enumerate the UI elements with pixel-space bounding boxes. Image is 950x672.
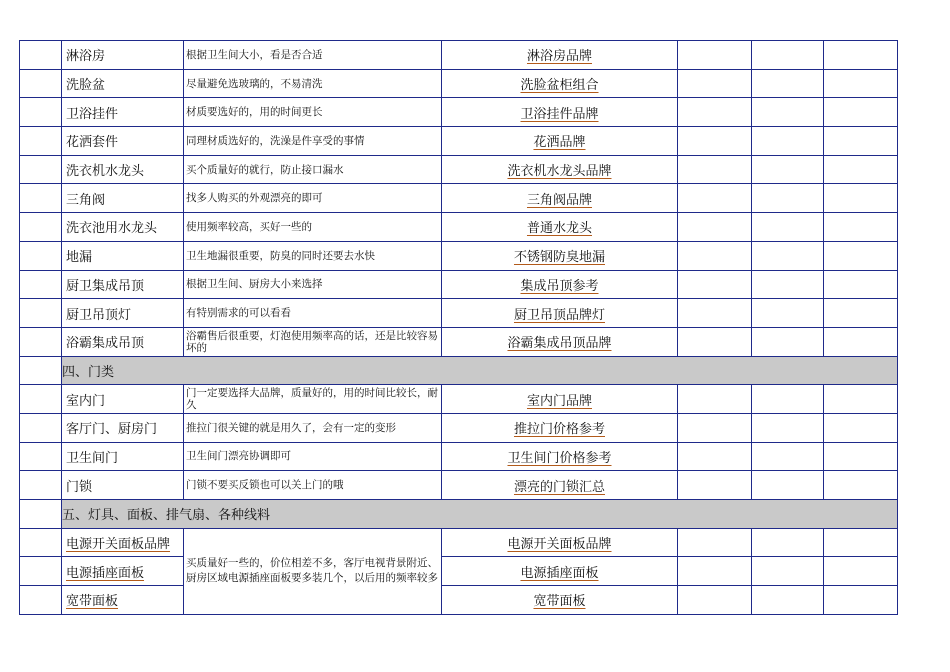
brand-link[interactable]: 洗衣机水龙头品牌: [507, 164, 612, 180]
item-name-cell[interactable]: 洗衣池用水龙头: [62, 213, 184, 242]
brand-cell[interactable]: [442, 385, 678, 414]
brand-link[interactable]: 室内门品牌: [526, 393, 592, 409]
brand-link[interactable]: 宽带面板: [533, 594, 586, 610]
item-name-cell[interactable]: 厨卫吊顶灯: [62, 299, 184, 328]
section-header-row: [20, 356, 898, 385]
item-name-cell[interactable]: 花洒套件: [62, 127, 184, 156]
blank-cell[interactable]: [20, 500, 62, 529]
note-cell[interactable]: 同理材质选好的，洗澡是件享受的事情: [184, 127, 442, 156]
table-row: [20, 213, 898, 242]
table-row: [20, 241, 898, 270]
blank-cell[interactable]: [824, 385, 898, 414]
brand-cell[interactable]: [442, 98, 678, 127]
merged-note-cell[interactable]: 买质量好一些的，价位相差不多，客厅电视背景附近、厨房区域电源插座面板要多装几个，以后用的频率较多: [184, 528, 442, 614]
table-row: [20, 69, 898, 98]
brand-link[interactable]: 厨卫吊顶品牌灯: [513, 307, 605, 323]
table-row: [20, 413, 898, 442]
note-cell[interactable]: 门一定要选择大品牌，质量好的，用的时间比较长，耐久: [184, 385, 442, 414]
item-name-cell[interactable]: 浴霸集成吊顶: [62, 327, 184, 356]
section-header-row: [20, 500, 898, 529]
item-name-cell[interactable]: 淋浴房: [62, 41, 184, 70]
blank-cell[interactable]: [678, 557, 752, 586]
brand-link[interactable]: 卫生间门价格参考: [507, 450, 612, 466]
item-name-link-cell[interactable]: 电源插座面板: [62, 557, 184, 586]
table-row: [20, 385, 898, 414]
blank-cell[interactable]: [824, 528, 898, 557]
blank-cell[interactable]: [20, 528, 62, 557]
note-cell[interactable]: 推拉门很关键的就是用久了，会有一定的变形: [184, 413, 442, 442]
item-name-cell[interactable]: 洗衣机水龙头: [62, 155, 184, 184]
brand-cell[interactable]: [442, 241, 678, 270]
note-cell[interactable]: 尽量避免选玻璃的，不易清洗: [184, 69, 442, 98]
blank-cell[interactable]: [824, 155, 898, 184]
note-cell[interactable]: 找多人购买的外观漂亮的即可: [184, 184, 442, 213]
blank-cell[interactable]: [678, 586, 752, 615]
blank-cell[interactable]: [824, 98, 898, 127]
section-title-lights[interactable]: 五、灯具、面板、排气扇、各种线料: [62, 500, 898, 529]
note-cell[interactable]: 买个质量好的就行，防止接口漏水: [184, 155, 442, 184]
blank-cell[interactable]: [752, 299, 824, 328]
table-row: [20, 557, 898, 586]
table-row: [20, 98, 898, 127]
blank-cell[interactable]: [824, 41, 898, 70]
blank-cell[interactable]: [752, 442, 824, 471]
item-name-cell[interactable]: 洗脸盆: [62, 69, 184, 98]
brand-link[interactable]: 三角阀品牌: [526, 192, 592, 208]
blank-cell[interactable]: [752, 327, 824, 356]
blank-cell[interactable]: [678, 528, 752, 557]
blank-cell[interactable]: [20, 98, 62, 127]
blank-cell[interactable]: [20, 356, 62, 385]
item-name-cell[interactable]: 三角阀: [62, 184, 184, 213]
blank-cell[interactable]: [824, 327, 898, 356]
table-row: [20, 127, 898, 156]
blank-cell[interactable]: [20, 385, 62, 414]
item-name-cell[interactable]: 卫生间门: [62, 442, 184, 471]
blank-cell[interactable]: [678, 327, 752, 356]
blank-cell[interactable]: [678, 413, 752, 442]
blank-cell[interactable]: [824, 442, 898, 471]
table-row: [20, 184, 898, 213]
brand-link[interactable]: 漂亮的门锁汇总: [513, 479, 605, 495]
blank-cell[interactable]: [824, 413, 898, 442]
table-row: [20, 442, 898, 471]
blank-cell[interactable]: [752, 213, 824, 242]
brand-cell[interactable]: [442, 413, 678, 442]
blank-cell[interactable]: [824, 241, 898, 270]
blank-cell[interactable]: [752, 586, 824, 615]
note-cell[interactable]: 浴霸售后很重要，灯泡使用频率高的话，还是比较容易坏的: [184, 327, 442, 356]
item-name-cell[interactable]: 门锁: [62, 471, 184, 500]
blank-cell[interactable]: [20, 69, 62, 98]
brand-link[interactable]: 花洒品牌: [533, 135, 586, 151]
blank-cell[interactable]: [20, 327, 62, 356]
blank-cell[interactable]: [678, 41, 752, 70]
spreadsheet-table: [19, 40, 898, 615]
item-name-link-cell[interactable]: 宽带面板: [62, 586, 184, 615]
item-name-cell[interactable]: 卫浴挂件: [62, 98, 184, 127]
blank-cell[interactable]: [20, 442, 62, 471]
brand-cell[interactable]: [442, 586, 678, 615]
blank-cell[interactable]: [678, 270, 752, 299]
brand-link[interactable]: 普通水龙头: [526, 221, 592, 237]
blank-cell[interactable]: [752, 41, 824, 70]
section-title-doors[interactable]: 四、门类: [62, 356, 898, 385]
blank-cell[interactable]: [752, 471, 824, 500]
blank-cell[interactable]: [824, 586, 898, 615]
brand-link[interactable]: 不锈钢防臭地漏: [513, 250, 605, 266]
table-row: [20, 471, 898, 500]
note-cell[interactable]: 门锁不要买反锁也可以关上门的哦: [184, 471, 442, 500]
table-row: [20, 299, 898, 328]
brand-link[interactable]: 洗脸盆柜组合: [520, 78, 599, 94]
brand-cell[interactable]: [442, 471, 678, 500]
blank-cell[interactable]: [752, 155, 824, 184]
blank-cell[interactable]: [752, 69, 824, 98]
brand-cell[interactable]: [442, 299, 678, 328]
blank-cell[interactable]: [678, 213, 752, 242]
blank-cell[interactable]: [20, 241, 62, 270]
blank-cell[interactable]: [824, 69, 898, 98]
item-name-cell[interactable]: 厨卫集成吊顶: [62, 270, 184, 299]
blank-cell[interactable]: [752, 270, 824, 299]
brand-link[interactable]: 浴霸集成吊顶品牌: [507, 336, 612, 352]
note-cell[interactable]: 使用频率较高，买好一些的: [184, 213, 442, 242]
blank-cell[interactable]: [824, 184, 898, 213]
note-cell[interactable]: 卫生地漏很重要，防臭的同时还要去水快: [184, 241, 442, 270]
table-row: [20, 41, 898, 70]
brand-cell[interactable]: [442, 528, 678, 557]
note-cell[interactable]: 根据卫生间、厨房大小来选择: [184, 270, 442, 299]
table-row: [20, 528, 898, 557]
blank-cell[interactable]: [20, 155, 62, 184]
table-row: [20, 270, 898, 299]
item-name-cell[interactable]: 地漏: [62, 241, 184, 270]
blank-cell[interactable]: [752, 528, 824, 557]
blank-cell[interactable]: [824, 557, 898, 586]
brand-link[interactable]: 淋浴房品牌: [526, 49, 592, 65]
blank-cell[interactable]: [752, 385, 824, 414]
blank-cell[interactable]: [752, 413, 824, 442]
item-name-link-cell[interactable]: 电源开关面板品牌: [62, 528, 184, 557]
brand-link[interactable]: 集成吊顶参考: [520, 278, 599, 294]
brand-link[interactable]: 电源开关面板品牌: [507, 537, 612, 553]
blank-cell[interactable]: [20, 41, 62, 70]
blank-cell[interactable]: [20, 270, 62, 299]
brand-cell[interactable]: [442, 442, 678, 471]
blank-cell[interactable]: [20, 127, 62, 156]
note-cell[interactable]: 根据卫生间大小，看是否合适: [184, 41, 442, 70]
blank-cell[interactable]: [678, 442, 752, 471]
blank-cell[interactable]: [678, 155, 752, 184]
blank-cell[interactable]: [678, 98, 752, 127]
blank-cell[interactable]: [824, 471, 898, 500]
table-row: [20, 586, 898, 615]
brand-cell[interactable]: [442, 127, 678, 156]
item-name-cell[interactable]: 室内门: [62, 385, 184, 414]
brand-cell[interactable]: [442, 184, 678, 213]
blank-cell[interactable]: [678, 127, 752, 156]
brand-cell[interactable]: [442, 41, 678, 70]
blank-cell[interactable]: [20, 557, 62, 586]
brand-cell[interactable]: [442, 270, 678, 299]
blank-cell[interactable]: [678, 471, 752, 500]
blank-cell[interactable]: [824, 127, 898, 156]
blank-cell[interactable]: [752, 184, 824, 213]
blank-cell[interactable]: [20, 586, 62, 615]
blank-cell[interactable]: [752, 557, 824, 586]
table-row: [20, 155, 898, 184]
blank-cell[interactable]: [678, 385, 752, 414]
blank-cell[interactable]: [752, 98, 824, 127]
blank-cell[interactable]: [20, 471, 62, 500]
brand-link[interactable]: 推拉门价格参考: [513, 422, 605, 438]
blank-cell[interactable]: [678, 299, 752, 328]
blank-cell[interactable]: [20, 184, 62, 213]
brand-link[interactable]: 卫浴挂件品牌: [520, 106, 599, 122]
blank-cell[interactable]: [20, 299, 62, 328]
item-name-cell[interactable]: 客厅门、厨房门: [62, 413, 184, 442]
blank-cell[interactable]: [678, 184, 752, 213]
table-row: [20, 327, 898, 356]
brand-cell[interactable]: [442, 557, 678, 586]
note-cell[interactable]: 卫生间门漂亮协调即可: [184, 442, 442, 471]
note-cell[interactable]: 材质要选好的，用的时间更长: [184, 98, 442, 127]
blank-cell[interactable]: [824, 213, 898, 242]
blank-cell[interactable]: [678, 241, 752, 270]
brand-cell[interactable]: [442, 155, 678, 184]
blank-cell[interactable]: [20, 213, 62, 242]
blank-cell[interactable]: [20, 413, 62, 442]
note-cell[interactable]: 有特别需求的可以看看: [184, 299, 442, 328]
blank-cell[interactable]: [752, 241, 824, 270]
blank-cell[interactable]: [824, 299, 898, 328]
brand-cell[interactable]: [442, 213, 678, 242]
blank-cell[interactable]: [752, 127, 824, 156]
blank-cell[interactable]: [824, 270, 898, 299]
brand-link[interactable]: 电源插座面板: [520, 565, 599, 581]
blank-cell[interactable]: [678, 69, 752, 98]
brand-cell[interactable]: [442, 69, 678, 98]
brand-cell[interactable]: [442, 327, 678, 356]
